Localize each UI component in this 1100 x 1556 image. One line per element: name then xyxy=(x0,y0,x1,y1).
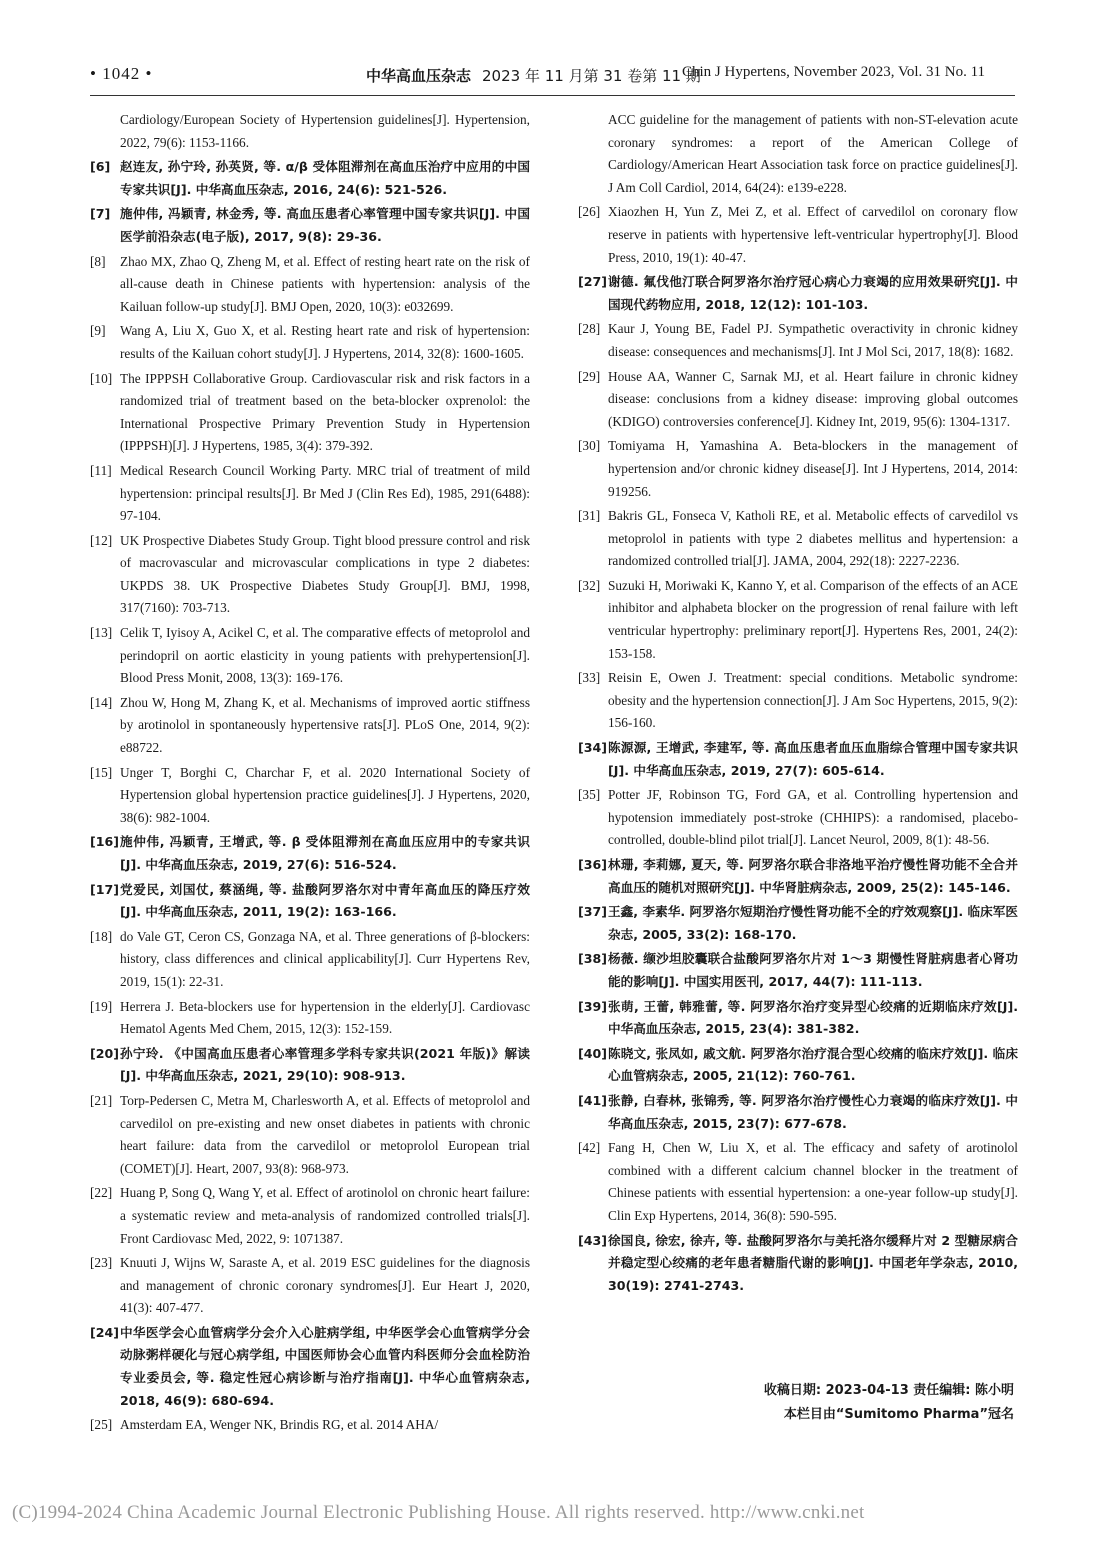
article-footer xyxy=(764,1379,1014,1427)
reference-entry xyxy=(578,318,1018,363)
reference-number: [29] xyxy=(578,368,601,384)
reference-number: [38] xyxy=(578,951,608,967)
reference-entry xyxy=(578,505,1018,573)
reference-text: Amsterdam EA, Wenger NK, Brindis RG, et al. 2014 AHA/ xyxy=(120,1417,439,1433)
reference-entry xyxy=(608,109,1018,199)
reference-number: [42] xyxy=(578,1140,601,1156)
reference-text: 杨薇. 缬沙坦胶囊联合盐酸阿罗洛尔片对 1～3 期慢性肾脏病患者心肾功能的影响[J]. 中国实用医刊, 2017, 44(7): 111-113. xyxy=(608,951,1018,989)
reference-number: [16] xyxy=(90,834,120,850)
reference-number: [24] xyxy=(90,1324,120,1340)
reference-entry xyxy=(90,368,530,458)
references-left-column xyxy=(90,109,530,1439)
reference-entry xyxy=(578,784,1018,852)
reference-text: Wang A, Liu X, Guo X, et al. Resting heart rate and risk of hypertension: results of the Kailuan cohort study[J]. J Hypertens, 2014, 32(8): 1600-1605. xyxy=(120,323,530,361)
reference-text: 孙宁玲. 《中国高血压患者心率管理多学科专家共识(2021 年版)》解读[J]. 中华高血压杂志, 2021, 29(10): 908-913. xyxy=(120,1045,530,1084)
reference-text: Fang H, Chen W, Liu X, et al. The efficacy and safety of arotinolol combined with a different calcium channel blocker in the treatment of Chinese patients with essential hypertension: a one-year follow-up study[J]. Clin Exp Hypertens, 2014, 36(8): 590-595. xyxy=(608,1140,1018,1223)
reference-number: [7] xyxy=(90,206,111,222)
journal-title-en: Chin J Hypertens, November 2023, Vol. 31 No. 11 xyxy=(682,64,986,80)
reference-number: [34] xyxy=(578,740,608,756)
reference-entry xyxy=(90,530,530,620)
reference-number: [21] xyxy=(90,1092,113,1108)
reference-number: [30] xyxy=(578,438,601,454)
reference-number: [32] xyxy=(578,577,601,593)
reference-text: 张萌, 王蕾, 韩雅蕾, 等. 阿罗洛尔治疗变异型心绞痛的近期临床疗效[J]. 中华高血压杂志, 2015, 23(4): 381-382. xyxy=(608,998,1018,1037)
reference-number: [39] xyxy=(578,998,608,1014)
reference-entry xyxy=(90,831,530,876)
reference-number: [17] xyxy=(90,881,120,897)
header-rule xyxy=(90,95,1015,96)
reference-entry xyxy=(578,996,1018,1041)
reference-number: [25] xyxy=(90,1417,113,1433)
page-header xyxy=(0,0,1100,96)
reference-text: Bakris GL, Fonseca V, Katholi RE, et al. Metabolic effects of carvedilol vs metoprolol in patients with type 2 diabetes mellitus and hypertension: a randomized controlled trial[J]. JAMA, 2004, 292(18): 2227-2236. xyxy=(608,508,1018,569)
reference-text: Medical Research Council Working Party. MRC trial of treatment of mild hypertension: principal results[J]. Br Med J (Clin Res Ed), 1985, 291(6488): 97-104. xyxy=(120,462,530,524)
reference-number: [19] xyxy=(90,998,113,1014)
reference-entry xyxy=(90,320,530,365)
reference-entry xyxy=(578,1137,1018,1227)
received-date-editor: 收稿日期: 2023-04-13 责任编辑: 陈小明 xyxy=(763,1383,1014,1398)
reference-entry xyxy=(90,251,530,319)
reference-number: [26] xyxy=(578,204,601,220)
reference-number: [36] xyxy=(578,857,608,872)
reference-number: [9] xyxy=(90,323,106,339)
reference-text: 张静, 白春林, 张锦秀, 等. 阿罗洛尔治疗慢性心力衰竭的临床疗效[J]. 中华高血压杂志, 2015, 23(7): 677-678. xyxy=(608,1092,1018,1131)
reference-entry xyxy=(90,879,530,924)
reference-entry xyxy=(90,1414,530,1437)
reference-number: [20] xyxy=(90,1045,120,1061)
reference-number: [8] xyxy=(90,253,106,269)
reference-entry xyxy=(90,203,530,248)
reference-number: [18] xyxy=(90,928,113,944)
reference-entry xyxy=(578,435,1018,503)
reference-text: Suzuki H, Moriwaki K, Kanno Y, et al. Comparison of the effects of an ACE inhibitor and alphabeta blocker on the progression of renal failure with left ventricular hypertrophy: preliminary report[J]. Hypertens Res, 2001, 24(2): 153-158. xyxy=(608,577,1018,661)
reference-text: 施仲伟, 冯颖青, 林金秀, 等. 高血压患者心率管理中国专家共识[J]. 中国医学前沿杂志(电子版), 2017, 9(8): 29-36. xyxy=(120,206,530,244)
reference-text: Unger T, Borghi C, Charchar F, et al. 2020 International Society of Hypertension global hypertension practice guidelines[J]. J Hypertens, 2020, 38(6): 982-1004. xyxy=(120,764,530,825)
reference-text: 陈源源, 王增武, 李建军, 等. 高血压患者血压血脂综合管理中国专家共识[J]. 中华高血压杂志, 2019, 27(7): 605-614. xyxy=(608,740,1018,778)
reference-text: The IPPPSH Collaborative Group. Cardiovascular risk and risk factors in a randomized trial of treatment based on the beta-blocker oxprenolol: the International Prospective Primary Prevention Study in Hypertension (IPPPSH)[J]. J Hypertens, 1985, 3(4): 379-392. xyxy=(120,370,530,454)
reference-number: [12] xyxy=(90,532,113,548)
reference-number: [40] xyxy=(578,1045,608,1061)
reference-number: [14] xyxy=(90,694,113,710)
reference-number: [37] xyxy=(578,904,608,920)
reference-number: [11] xyxy=(90,462,112,478)
reference-entry xyxy=(90,1322,530,1412)
reference-entry xyxy=(90,622,530,690)
reference-text: Herrera J. Beta-blockers use for hypertension in the elderly[J]. Cardiovasc Hematol Agents Med Chem, 2015, 12(3): 152-159. xyxy=(120,998,530,1037)
issue-info-cn: 2023 年 11 月第 31 卷第 11 期 xyxy=(482,67,701,85)
reference-entry xyxy=(578,737,1018,782)
reference-number: [41] xyxy=(578,1092,608,1108)
reference-text: Cardiology/European Society of Hypertension guidelines[J]. Hypertension, 2022, 79(6): 1153-1166. xyxy=(120,112,530,150)
references-right-column xyxy=(578,109,1018,1299)
reference-text: 王鑫, 李素华. 阿罗洛尔短期治疗慢性肾功能不全的疗效观察[J]. 临床军医杂志, 2005, 33(2): 168-170. xyxy=(608,904,1018,942)
reference-entry xyxy=(578,1230,1018,1298)
reference-entry xyxy=(578,1090,1018,1135)
reference-entry xyxy=(578,201,1018,269)
reference-entry xyxy=(90,1043,530,1088)
reference-text: ACC guideline for the management of patients with non-ST-elevation acute coronary syndromes: a report of the American College of Cardiology/American Heart Association task force on practice guidelines[J]. J Am Coll Cardiol, 2014, 64(24): e139-e228. xyxy=(608,112,1018,195)
reference-entry xyxy=(90,460,530,528)
reference-text: Celik T, Iyisoy A, Acikel C, et al. The comparative effects of metoprolol and perindopril on aortic elasticity in young patients with prehypertension[J]. Blood Press Monit, 2008, 13(3): 169-176. xyxy=(120,625,530,686)
reference-text: Tomiyama H, Yamashina A. Beta-blockers in the management of hypertension and/or chronic kidney disease[J]. Int J Hypertens, 2014, 2014: 919256. xyxy=(608,438,1018,499)
reference-text: Huang P, Song Q, Wang Y, et al. Effect of arotinolol on chronic heart failure: a systematic review and meta-analysis of randomized controlled trials[J]. Front Cardiovasc Med, 2022, 9: 1071387. xyxy=(120,1185,530,1246)
reference-entry xyxy=(90,926,530,994)
reference-entry xyxy=(90,156,530,201)
reference-number: [33] xyxy=(578,670,601,686)
reference-number: [43] xyxy=(578,1232,608,1248)
sponsor-note: 本栏目由“Sumitomo Pharma”冠名 xyxy=(783,1407,1014,1422)
reference-entry xyxy=(578,271,1018,316)
reference-text: Knuuti J, Wijns W, Saraste A, et al. 2019 ESC guidelines for the diagnosis and management of chronic coronary syndromes[J]. Eur Heart J, 2020, 41(3): 407-477. xyxy=(120,1255,530,1316)
reference-text: 赵连友, 孙宁玲, 孙英贤, 等. α/β 受体阻滞剂在高血压治疗中应用的中国专家共识[J]. 中华高血压杂志, 2016, 24(6): 521-526. xyxy=(120,159,530,197)
reference-number: [35] xyxy=(578,787,601,803)
reference-entry xyxy=(90,762,530,830)
reference-text: 林珊, 李莉娜, 夏天, 等. 阿罗洛尔联合非洛地平治疗慢性肾功能不全合并高血压的随机对照研究[J]. 中华肾脏病杂志, 2009, 25(2): 145-146. xyxy=(608,857,1018,895)
reference-number: [10] xyxy=(90,370,113,386)
reference-entry xyxy=(578,667,1018,735)
reference-text: 施仲伟, 冯颖青, 王增武, 等. β 受体阻滞剂在高血压应用中的专家共识[J]. 中华高血压杂志, 2019, 27(6): 516-524. xyxy=(120,834,530,872)
reference-number: [23] xyxy=(90,1255,113,1271)
reference-text: House AA, Wanner C, Sarnak MJ, et al. Heart failure in chronic kidney disease: conclusions from a kidney disease: improving global outcomes (KDIGO) controversies conference[J]. Kidney Int, 2019, 95(6): 1304-1317. xyxy=(608,368,1018,429)
reference-number: [6] xyxy=(90,159,111,175)
reference-entry xyxy=(120,109,530,154)
reference-number: [27] xyxy=(578,274,608,290)
reference-text: 谢德. 氟伐他汀联合阿罗洛尔治疗冠心病心力衰竭的应用效果研究[J]. 中国现代药物应用, 2018, 12(12): 101-103. xyxy=(608,274,1018,312)
reference-number: [31] xyxy=(578,508,601,524)
reference-text: UK Prospective Diabetes Study Group. Tight blood pressure control and risk of macrovascular and microvascular complications in type 2 diabetes: UKPDS 38. UK Prospective Diabetes Study Group[J]. BMJ, 1998, 317(7160): 703-713. xyxy=(120,532,530,616)
reference-text: Zhou W, Hong M, Zhang K, et al. Mechanisms of improved aortic stiffness by arotinolol in spontaneously hypertensive rats[J]. PLoS One, 2014, 9(2): e88722. xyxy=(120,694,530,756)
reference-text: 党爱民, 刘国仗, 蔡涵绳, 等. 盐酸阿罗洛尔对中青年高血压的降压疗效[J]. 中华高血压杂志, 2011, 19(2): 163-166. xyxy=(120,881,530,920)
page-number: • 1042 • xyxy=(90,64,153,83)
reference-number: [22] xyxy=(90,1185,113,1201)
reference-entry xyxy=(578,948,1018,993)
reference-entry xyxy=(90,692,530,760)
reference-entry xyxy=(578,1043,1018,1088)
reference-text: Zhao MX, Zhao Q, Zheng M, et al. Effect of resting heart rate on the risk of all-cause death in Chinese patients with hypertension: analysis of the Kailuan follow-up study[J]. BMJ Open, 2020, 10(3): e032699. xyxy=(120,253,530,314)
reference-text: Reisin E, Owen J. Treatment: special conditions. Metabolic syndrome: obesity and the hypertension connection[J]. J Am Soc Hypertens, 2015, 9(2): 156-160. xyxy=(608,670,1018,731)
reference-text: Xiaozhen H, Yun Z, Mei Z, et al. Effect of carvedilol on coronary flow reserve in patients with hypertensive left-ventricular hypertrophy[J]. Blood Press, 2010, 19(1): 40-47. xyxy=(608,204,1018,265)
journal-title-cn: 中华高血压杂志 xyxy=(366,67,472,85)
reference-entry xyxy=(578,366,1018,434)
reference-number: [28] xyxy=(578,321,601,337)
reference-number: [15] xyxy=(90,764,113,780)
reference-text: Torp-Pedersen C, Metra M, Charlesworth A, et al. Effects of metoprolol and carvedilol on pre-existing and new onset diabetes in patients with chronic heart failure: data from the carvedilol or metoprolol European trial (COMET)[J]. Heart, 2007, 93(8): 968-973. xyxy=(120,1092,530,1176)
reference-entry xyxy=(90,1252,530,1320)
reference-entry xyxy=(578,901,1018,946)
reference-entry xyxy=(578,575,1018,665)
copyright-watermark: (C)1994-2024 China Academic Journal Electronic Publishing House. All rights reserved. http://www.cnki.net xyxy=(12,1502,865,1523)
reference-text: Kaur J, Young BE, Fadel PJ. Sympathetic overactivity in chronic kidney disease: consequences and mechanisms[J]. Int J Mol Sci, 2017, 18(8): 1682. xyxy=(608,321,1018,359)
reference-text: 中华医学会心血管病学分会介入心脏病学组, 中华医学会心血管病学分会动脉粥样硬化与冠心病学组, 中国医师协会心血管内科医师分会血栓防治专业委员会, 等. 稳定性冠心病诊断与治疗指南[J]. 中华心血管病杂志, 2018, 46(9): 680-694. xyxy=(120,1324,530,1408)
reference-text: do Vale GT, Ceron CS, Gonzaga NA, et al. Three generations of β-blockers: history, class differences and clinical applicability[J]. Curr Hypertens Rev, 2019, 15(1): 22-31. xyxy=(120,928,530,989)
reference-entry xyxy=(90,1090,530,1180)
reference-entry xyxy=(90,996,530,1041)
reference-entry xyxy=(90,1182,530,1250)
reference-entry xyxy=(578,854,1018,899)
reference-text: Potter JF, Robinson TG, Ford GA, et al. Controlling hypertension and hypotension immediately post-stroke (CHHIPS): a randomised, placebo-controlled, double-blind pilot trial[J]. Lancet Neurol, 2009, 8(1): 48-56. xyxy=(608,787,1018,848)
reference-text: 徐国良, 徐宏, 徐卉, 等. 盐酸阿罗洛尔与美托洛尔缓释片对 2 型糖尿病合并稳定型心绞痛的老年患者糖脂代谢的影响[J]. 中国老年学杂志, 2010, 30(19): 2741-2743. xyxy=(608,1232,1018,1293)
reference-number: [13] xyxy=(90,625,113,641)
reference-text: 陈晓文, 张凤如, 戚文航. 阿罗洛尔治疗混合型心绞痛的临床疗效[J]. 临床心血管病杂志, 2005, 21(12): 760-761. xyxy=(608,1045,1018,1084)
